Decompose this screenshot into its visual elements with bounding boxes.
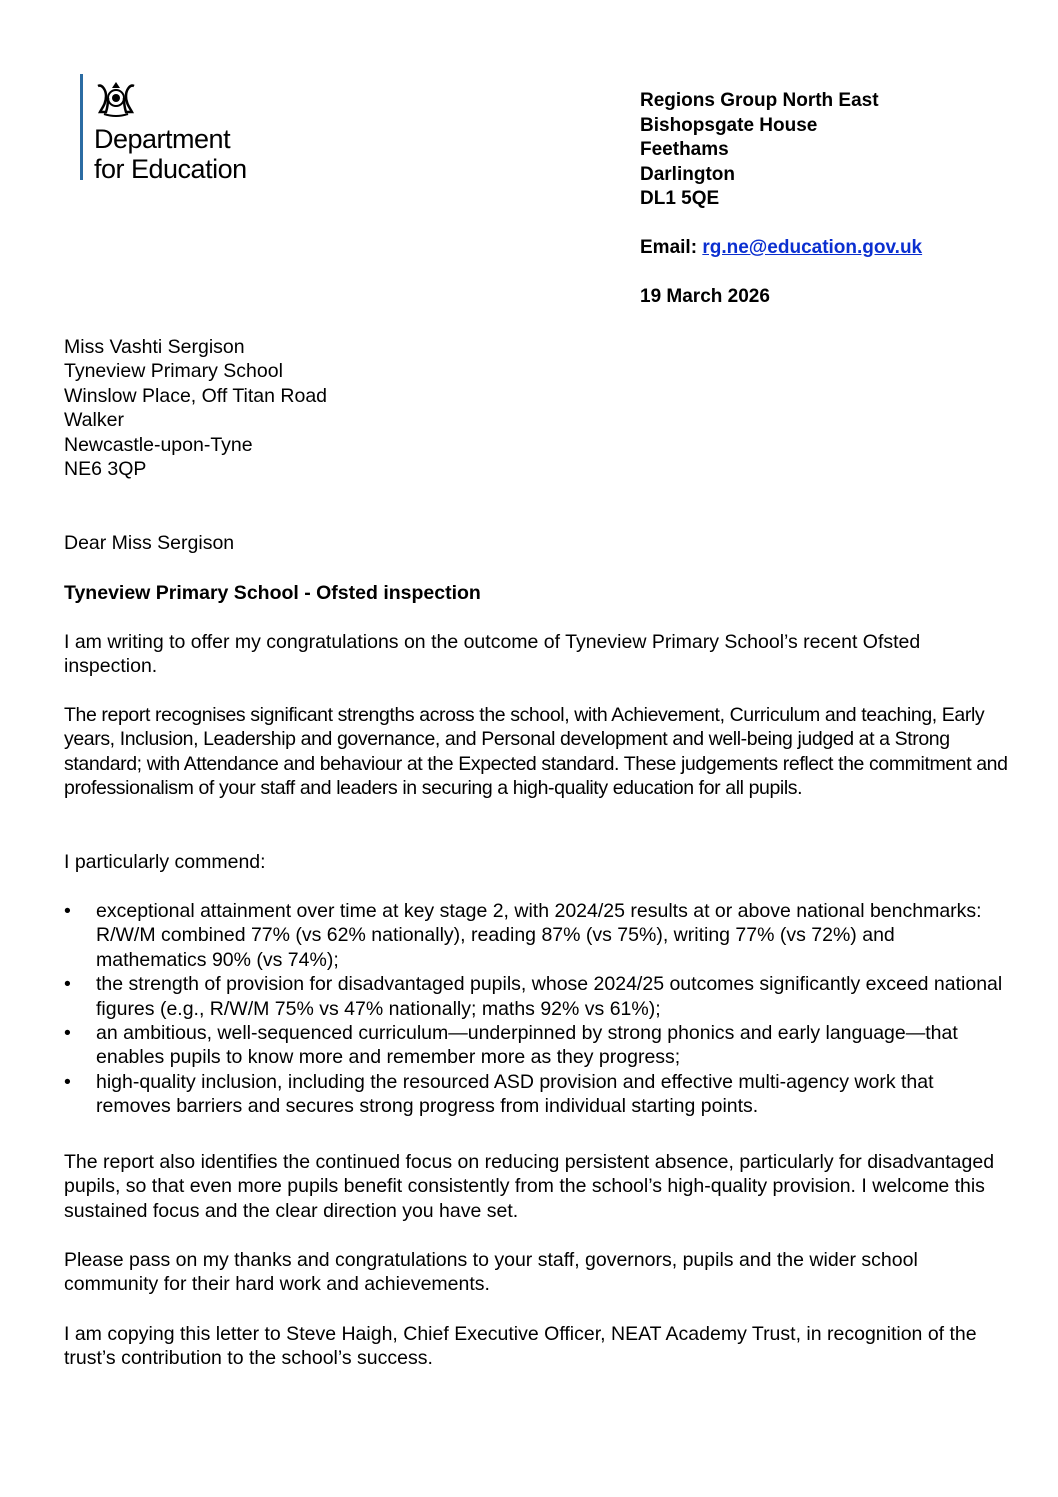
recipient-address-line: Walker xyxy=(64,409,124,432)
department-name xyxy=(94,124,247,184)
recipient-address-line: Miss Vashti Sergison xyxy=(64,336,245,358)
paragraph-persistent-absence: The report also identifies the continued focus on reducing persistent absence, particularly for disadvantaged pupils, so that even more pupils benefit consistently from the school’s high-quality provision. I welcome this sustained focus and the clear direction you have set. xyxy=(64,1151,995,1222)
sender-address-line: Regions Group North East xyxy=(640,90,879,111)
list-item xyxy=(64,899,1009,972)
recipient-address-line: NE6 3QP xyxy=(64,458,147,481)
paragraph-copy-notice: I am copying this letter to Steve Haigh, Chief Executive Officer, NEAT Academy Trust, in recognition of the trust’s contribution to the school’s success. xyxy=(64,1323,977,1370)
department-name-line1: Department xyxy=(94,124,231,154)
sender-address-line: Feethams xyxy=(640,139,729,160)
list-item xyxy=(64,1021,1009,1070)
sender-address-line: Darlington xyxy=(640,163,735,185)
sender-email xyxy=(640,237,922,259)
royal-coat-of-arms-icon xyxy=(92,78,140,118)
department-name-line2: for Education xyxy=(94,154,247,184)
paragraph-thanks: Please pass on my thanks and congratulations to your staff, governors, pupils and the wider school community for their hard work and achievements. xyxy=(64,1249,918,1296)
recipient-address-line: Newcastle-upon-Tyne xyxy=(64,433,253,456)
salutation: Dear Miss Sergison xyxy=(64,532,235,554)
bullet-icon: • xyxy=(64,973,71,996)
letter-subject: Tyneview Primary School - Ofsted inspection xyxy=(64,582,481,604)
list-item-text: the strength of provision for disadvantaged pupils, whose 2024/25 outcomes significantly exceed national figures (e.g., R/W/M 75% vs 47% nationally; maths 92% vs 61%); xyxy=(96,973,1003,1020)
letter-date: 19 March 2026 xyxy=(640,286,770,307)
list-item-text: exceptional attainment over time at key stage 2, with 2024/25 results at or above national benchmarks: R/W/M combined 77% (vs 62% nationally), reading 87% (vs 75%), writing 77% (vs 72%) and mathematics 90% (vs 74%); xyxy=(96,900,982,971)
sender-address xyxy=(640,89,879,212)
bullet-icon: • xyxy=(64,900,71,922)
list-item xyxy=(64,1070,1009,1119)
commendations-list xyxy=(64,899,1009,1119)
recipient-address-line: Tyneview Primary School xyxy=(64,360,283,383)
sender-address-line: DL1 5QE xyxy=(640,188,720,209)
list-item-text: an ambitious, well-sequenced curriculum—underpinned by strong phonics and early language—that enables pupils to know more and remember more as they progress; xyxy=(96,1022,958,1069)
recipient-address xyxy=(64,335,327,481)
list-item-text: high-quality inclusion, including the resourced ASD provision and effective multi-agency work that removes barriers and secures strong progress from individual starting points. xyxy=(96,1070,934,1118)
bullet-icon: • xyxy=(64,1022,71,1045)
sender-address-line: Bishopsgate House xyxy=(640,114,818,136)
logo-accent-bar xyxy=(80,74,83,180)
paragraph-commend-intro: I particularly commend: xyxy=(64,851,266,873)
paragraph-judgements: The report recognises significant strengths across the school, with Achievement, Curriculum and teaching, Early years, Inclusion, Leadership and governance, and Personal development and well-being judged at a Strong standard; with Attendance and behaviour at the Expected standard. These judgements reflect the commitment and professionalism of your staff and leaders in securing a high-quality education for all pupils. xyxy=(64,704,1008,800)
recipient-address-line: Winslow Place, Off Titan Road xyxy=(64,384,328,407)
list-item xyxy=(64,972,1009,1021)
bullet-icon: • xyxy=(64,1070,71,1093)
email-label: Email: xyxy=(640,237,703,258)
paragraph-congratulations: I am writing to offer my congratulations on the outcome of Tyneview Primary School’s recent Ofsted inspection. xyxy=(64,631,921,678)
email-link[interactable]: rg.ne@education.gov.uk xyxy=(702,237,923,258)
